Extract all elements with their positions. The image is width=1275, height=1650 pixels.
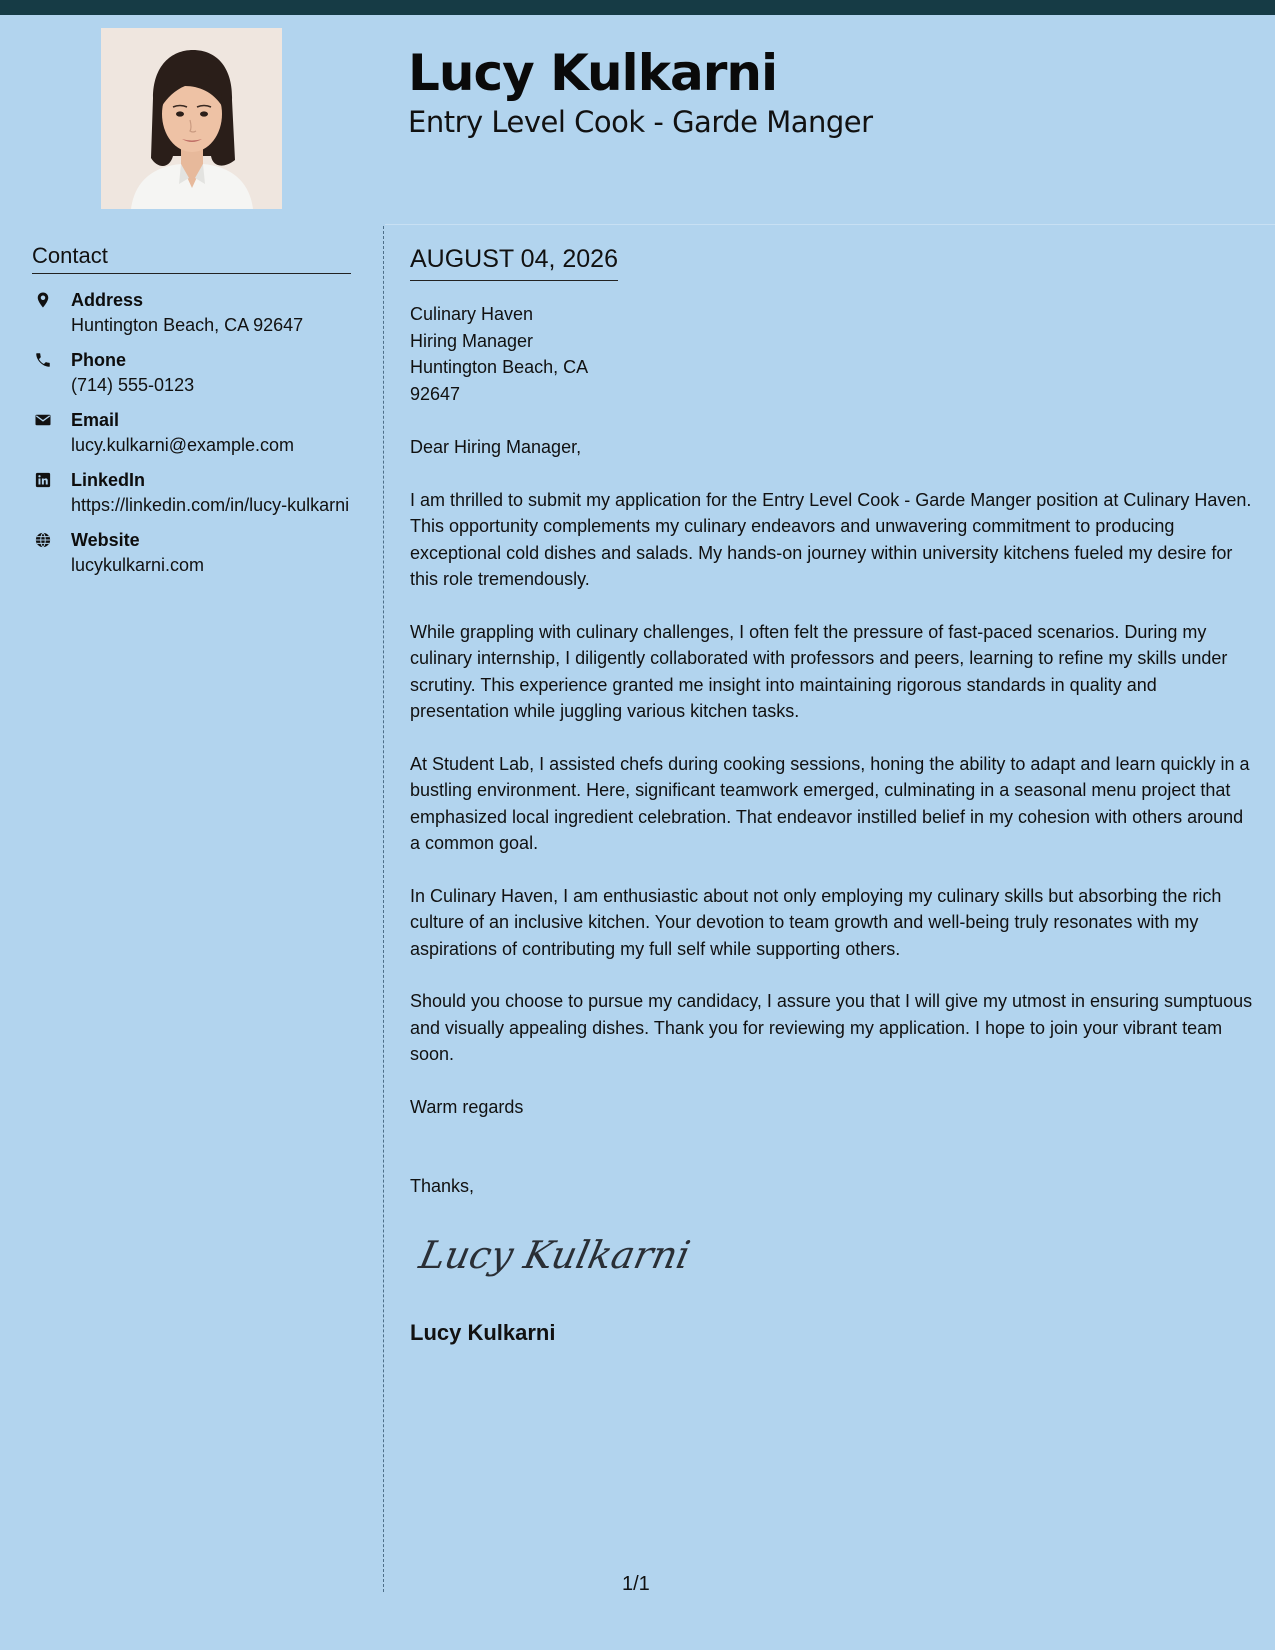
recipient-zip: 92647 [410,383,461,404]
linkedin-icon [34,471,52,489]
contact-item-linkedin [32,468,351,517]
header-divider [385,224,1275,225]
thanks-line: Thanks, [410,1176,475,1196]
letter-date: AUGUST 04, 2026 [410,242,618,281]
contact-list [32,288,351,577]
signer-name: Lucy Kulkarni [410,1320,556,1345]
recipient-company: Culinary Haven [410,304,534,324]
closing: Warm regards [410,1096,524,1117]
svg-text:Lucy Kulkarni: Lucy Kulkarni [415,1233,694,1278]
body-paragraph: I am thrilled to submit my application for the Entry Level Cook - Garde Manger position at Culinary Haven. This opportunity complements my culinary endeavors and unwavering commitment to producing exceptional cold dishes and salads. My hands-on journey within university kitchens fueled my desire for this role tremendously. [410,489,1252,589]
body-paragraph: Should you choose to pursue my candidacy, I assure you that I will give my utmost in ensuring sumptuous and visually appealing dishes. Thank you for reviewing my application. I hope to join your vibrant team soon. [410,991,1253,1064]
body-paragraph: At Student Lab, I assisted chefs during cooking sessions, honing the ability to adapt and learn quickly in a bustling environment. Here, significant teamwork emerged, culminating in a seasonal menu project that emphasized local ingredient celebration. That endeavor instilled belief in my cohesion with others around a common goal. [410,753,1250,853]
contact-item-website [32,528,351,577]
body-paragraph: While grappling with culinary challenges, I often felt the pressure of fast-paced scenarios. During my culinary internship, I diligently collaborated with professors and peers, learning to refine my skills under scrutiny. This experience granted me insight into maintaining rigorous standards in quality and presentation while juggling various kitchen tasks. [410,621,1228,721]
job-title: Entry Level Cook - Garde Manger [408,105,873,139]
contact-label: LinkedIn [71,470,146,490]
contact-sidebar [32,242,351,588]
phone-icon [34,351,52,369]
website-link[interactable]: lucykulkarni.com [71,555,205,575]
contact-item-address [32,288,351,337]
contact-heading: Contact [32,242,351,274]
linkedin-link[interactable]: https://linkedin.com/in/lucy-kulkarni [71,495,350,515]
recipient-role: Hiring Manager [410,330,534,351]
map-pin-icon [34,291,52,309]
contact-label: Phone [71,350,127,370]
greeting: Dear Hiring Manager, [410,437,582,457]
header-name-block [408,42,873,140]
recipient-city: Huntington Beach, CA [410,357,589,377]
contact-value: (714) 555-0123 [71,375,195,395]
contact-value: Huntington Beach, CA 92647 [71,315,304,335]
email-link[interactable]: lucy.kulkarni@example.com [71,435,295,455]
top-accent-bar [0,0,1275,15]
contact-label: Email [71,410,120,430]
globe-icon [34,531,52,549]
email-icon [34,411,52,429]
column-divider [383,226,384,1592]
contact-label: Website [71,530,140,550]
contact-item-email [32,408,351,457]
candidate-name: Lucy Kulkarni [408,44,778,102]
letter-body [410,242,1255,1200]
contact-item-phone [32,348,351,397]
page-number: 1/1 [622,1573,650,1595]
contact-label: Address [71,290,144,310]
handwritten-signature [415,1228,694,1288]
body-paragraph: In Culinary Haven, I am enthusiastic about not only employing my culinary skills but absorbing the rich culture of an inclusive kitchen. Your devotion to team growth and well-being truly resonates with my aspirations of contributing my full self while supporting others. [410,885,1222,959]
recipient-block [410,301,1255,407]
profile-photo [101,28,282,209]
